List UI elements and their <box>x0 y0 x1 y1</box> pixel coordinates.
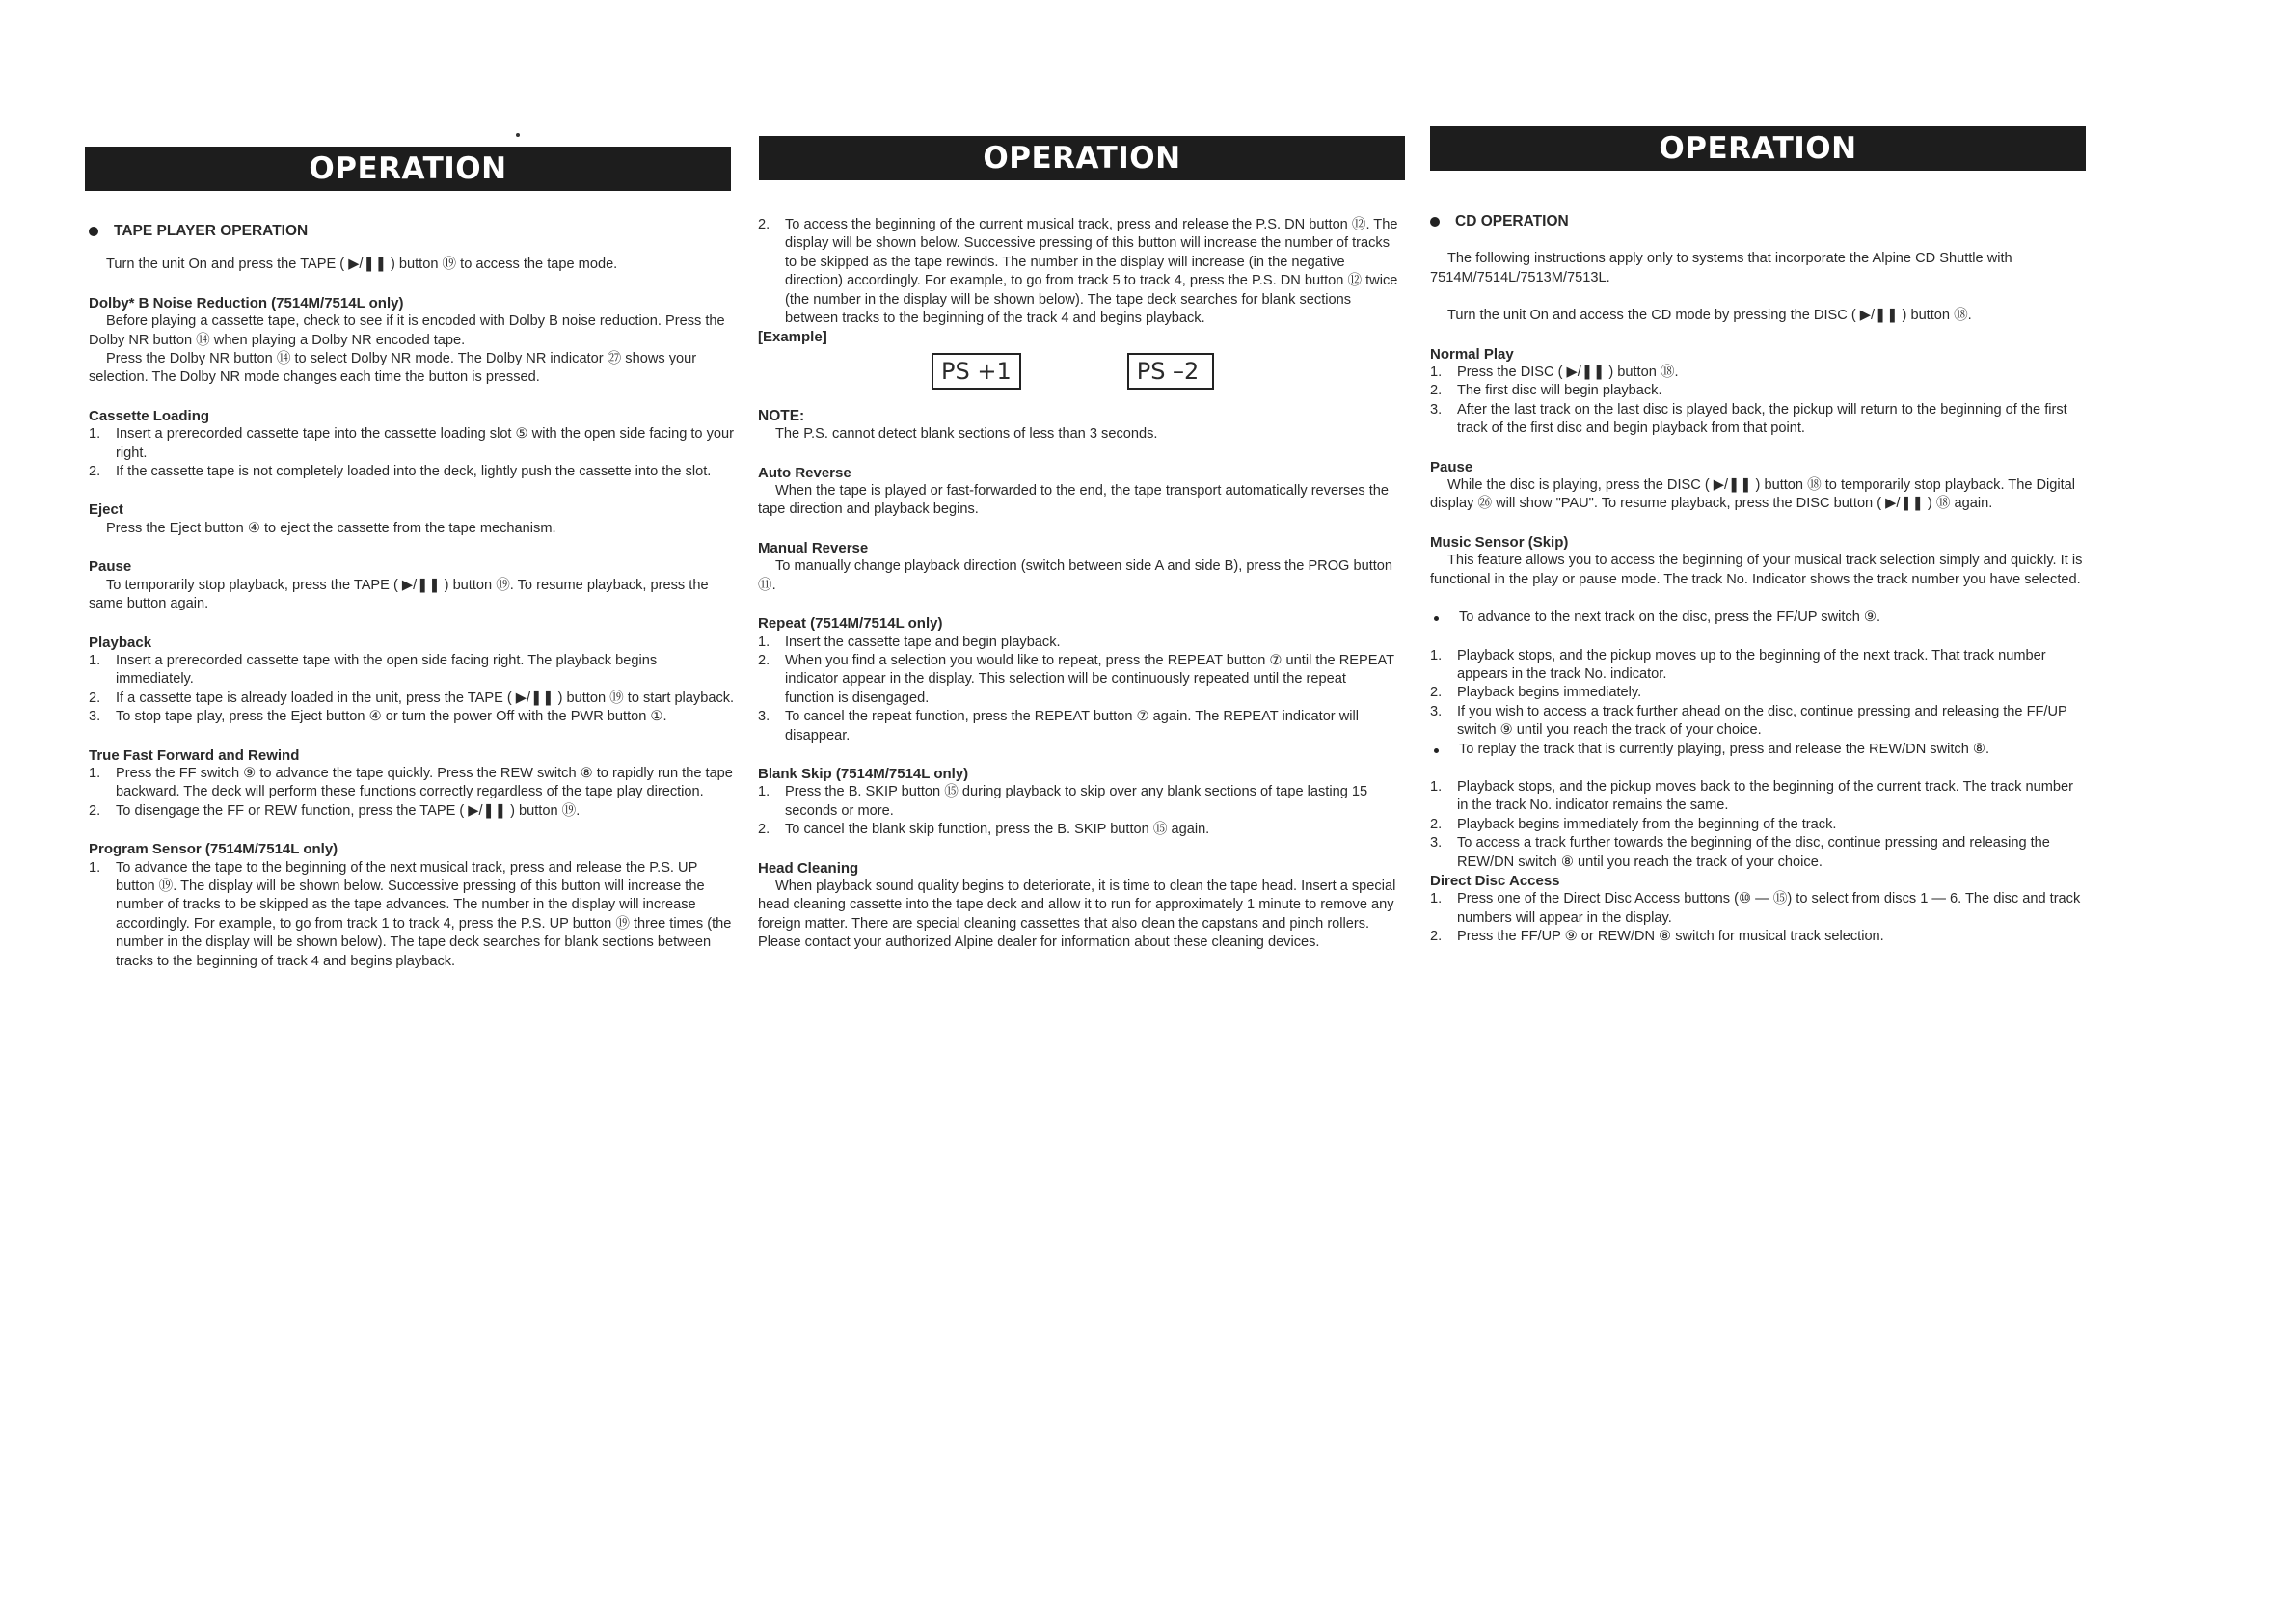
repeat-list <box>758 634 1398 745</box>
music-sensor-list-rew <box>1430 778 2086 872</box>
cd-pause-heading: Pause <box>1430 458 1473 475</box>
playback-list <box>89 652 735 727</box>
ps-block <box>89 840 735 971</box>
blank-skip-heading: Blank Skip (7514M/7514L only) <box>758 765 969 782</box>
example-displays <box>932 353 1398 390</box>
scan-speck <box>516 133 520 137</box>
list-item: 1. Playback stops, and the pickup moves back to the beginning of the current track. The track number in the track No. indicator remains the same. <box>1430 778 2073 814</box>
list-item: 3. After the last track on the last disc is played back, the pickup will return to the beginning of the first track of the first disc and begin playback from that point. <box>1430 401 2067 437</box>
music-sensor-heading: Music Sensor (Skip) <box>1430 533 1569 551</box>
list-item: 2. To cancel the blank skip function, press the B. SKIP button ⑮ again. <box>758 822 1210 838</box>
ff-block <box>89 746 735 822</box>
cassette-heading: Cassette Loading <box>89 407 210 424</box>
list-item: 1. To advance the tape to the beginning of the next musical track, press and release the P.S. UP button ⑲. The display will be shown below. Successive pressing of this button will increase the number of tracks to be skipped as the tape advances. The number in the display will increase accordingly. For example, to go from track 1 to track 4, press the P.S. UP button ⑲ three times (the number in the display will be shown below). The tape deck searches for blank sections between tracks to the beginning of track 4 and begins playback. <box>89 859 732 969</box>
cassette-block <box>89 407 735 482</box>
list-item: 3. To access a track further towards the beginning of the disc, continue pressing and releasing the REW/DN switch ⑧ until you reach the track of your choice. <box>1430 835 2050 870</box>
dolby-block <box>89 294 735 388</box>
list-item: 1. Insert a prerecorded cassette tape into the cassette loading slot ⑤ with the open side facing to your right. <box>89 426 734 461</box>
dolby-heading: Dolby* B Noise Reduction (7514M/7514L only) <box>89 294 404 311</box>
operation-banner-tape: OPERATION <box>85 147 731 191</box>
music-sensor-block <box>1430 533 2086 872</box>
list-item: 1. Press the B. SKIP button ⑮ during playback to skip over any blank sections of tape lasting 15 seconds or more. <box>758 784 1368 819</box>
list-item: 2. If a cassette tape is already loaded in the unit, press the TAPE ( ▶/❚❚ ) button ⑲ to start playback. <box>89 690 735 706</box>
music-sensor-text: This feature allows you to access the beginning of your musical track selection simply and quickly. It is functional in the play or pause mode. The track No. Indicator shows the track number you have selected. <box>1430 553 2083 587</box>
list-item: 1. Insert a prerecorded cassette tape with the open side facing right. The playback begins immediately. <box>89 652 658 688</box>
auto-reverse-block <box>758 464 1398 520</box>
list-item: 2. To disengage the FF or REW function, press the TAPE ( ▶/❚❚ ) button ⑲. <box>89 802 581 819</box>
list-item: 1. Playback stops, and the pickup moves up to the beginning of the next track. That track number appears in the track No. indicator. <box>1430 647 2046 682</box>
head-cleaning-heading: Head Cleaning <box>758 859 859 877</box>
ps-list <box>89 859 735 971</box>
dolby-text-2: Press the Dolby NR button ⑭ to select Dolby NR mode. The Dolby NR indicator ㉗ shows your selection. The Dolby NR mode changes each time the button is pressed. <box>89 351 697 386</box>
list-item: 2. Press the FF/UP ⑨ or REW/DN ⑧ switch for musical track selection. <box>1430 929 1884 945</box>
list-item: 3. To stop tape play, press the Eject button ④ or turn the power Off with the PWR button ①. <box>89 709 667 725</box>
list-item: 1. Press one of the Direct Disc Access buttons (⑩ — ⑮) to select from discs 1 — 6. The disc and track numbers will appear in the display. <box>1430 891 2081 926</box>
list-item: 2. The first disc will begin playback. <box>1430 383 1662 399</box>
eject-text: Press the Eject button ④ to eject the cassette from the tape mechanism. <box>106 520 556 536</box>
head-cleaning-text: When playback sound quality begins to deteriorate, it is time to clean the tape head. Insert a special head cleaning cassette into the tape deck and allow it to run for approximately 1 minute to remove any foreign matter. There are special cleaning cassettes that also clean the capstans and pinch rollers. Please contact your authorized Alpine dealer for information about these cleaning devices. <box>758 878 1396 951</box>
cd-pause-block <box>1430 458 2086 514</box>
note-block <box>758 407 1398 445</box>
example-label: [Example] <box>758 329 827 346</box>
list-item: 1. Press the DISC ( ▶/❚❚ ) button ⑱. <box>1430 365 1679 381</box>
ff-list <box>89 765 735 821</box>
manual-reverse-block <box>758 539 1398 595</box>
music-sensor-bullet-rew: To replay the track that is currently playing, press and release the REW/DN switch ⑧. <box>1430 741 2086 759</box>
repeat-block <box>758 614 1398 745</box>
playback-block <box>89 634 735 727</box>
list-item: 2. When you find a selection you would like to repeat, press the REPEAT button ⑦ until the REPEAT indicator appear in the display. This selection will be continuously repeated until the repeat function is disengaged. <box>758 652 1394 706</box>
pause-block <box>89 557 735 613</box>
eject-block <box>89 500 735 538</box>
direct-disc-block <box>1430 872 2086 947</box>
auto-reverse-heading: Auto Reverse <box>758 464 851 481</box>
list-item: 2. Playback begins immediately. <box>1430 685 1642 701</box>
cd-pause-text: While the disc is playing, press the DISC ( ▶/❚❚ ) button ⑱ to temporarily stop playback. The Digital display ㉖ will show "PAU". To resume playback, press the DISC button ( ▶/❚❚ ) ⑱ again. <box>1430 477 2076 512</box>
ps-dn-list <box>758 216 1398 328</box>
normal-play-heading: Normal Play <box>1430 345 1514 363</box>
tape-section-title: TAPE PLAYER OPERATION <box>89 222 735 240</box>
ps-plus-display: PS +1 <box>932 353 1021 390</box>
pause-heading: Pause <box>89 558 132 576</box>
list-item: 1. Press the FF switch ⑨ to advance the tape quickly. Press the REW switch ⑧ to rapidly run the tape backward. The deck will perform these functions correctly regardless of the tape play direction. <box>89 765 733 800</box>
head-cleaning-block <box>758 859 1398 953</box>
ps-heading: Program Sensor (7514M/7514L only) <box>89 841 338 858</box>
ps-minus-display: PS –2 <box>1127 353 1214 390</box>
normal-play-block <box>1430 345 2086 439</box>
operation-banner-tape-2: OPERATION <box>759 136 1405 180</box>
blank-skip-block <box>758 765 1398 840</box>
music-sensor-bullet-ff: To advance to the next track on the disc, press the FF/UP switch ⑨. <box>1430 609 2086 627</box>
dolby-text-1: Before playing a cassette tape, check to see if it is encoded with Dolby B noise reduction. Press the Dolby NR button ⑭ when playing a Dolby NR encoded tape. <box>89 313 725 348</box>
direct-disc-list <box>1430 890 2086 946</box>
list-item: 1. Insert the cassette tape and begin playback. <box>758 634 1061 650</box>
list-item: 3. To cancel the repeat function, press the REPEAT button ⑦ again. The REPEAT indicator will disappear. <box>758 709 1359 744</box>
playback-heading: Playback <box>89 634 152 651</box>
cd-section-title: CD OPERATION <box>1430 212 2086 230</box>
list-item: 2. Playback begins immediately from the beginning of the track. <box>1430 816 1837 832</box>
tape-column-2 <box>758 216 1398 972</box>
auto-reverse-text: When the tape is played or fast-forwarded to the end, the tape transport automatically reverses the tape direction and playback begins. <box>758 483 1389 518</box>
cassette-list <box>89 425 735 481</box>
list-item: 2. To access the beginning of the current musical track, press and release the P.S. DN button ⑫. The display will be shown below. Successive pressing of this button will increase the number of tracks to be skipped as the tape rewinds. The number in the display will increase (in the negative direction) accordingly. For example, to go from track 5 to track 4, press the P.S. DN button ⑫ twice (the number in the display will be shown below). The tape deck searches for blank sections between tracks to the beginning of the track 4 and begins playback. <box>758 217 1398 327</box>
cd-intro-1: The following instructions apply only to systems that incorporate the Alpine CD Shuttle with 7514M/7514L/7513M/7513L. <box>1430 251 2012 285</box>
tape-intro: Turn the unit On and press the TAPE ( ▶/❚❚ ) button ⑲ to access the tape mode. <box>106 257 618 273</box>
ff-heading: True Fast Forward and Rewind <box>89 746 300 764</box>
direct-disc-heading: Direct Disc Access <box>1430 872 1560 889</box>
manual-reverse-heading: Manual Reverse <box>758 539 869 556</box>
note-heading: NOTE: <box>758 407 805 424</box>
list-item: 3. If you wish to access a track further ahead on the disc, continue pressing and releasing the FF/UP switch ⑨ until you reach the track of your choice. <box>1430 703 2067 739</box>
pause-text: To temporarily stop playback, press the TAPE ( ▶/❚❚ ) button ⑲. To resume playback, press the same button again. <box>89 577 709 612</box>
list-item: 2. If the cassette tape is not completely loaded into the deck, lightly push the cassette into the slot. <box>89 464 712 480</box>
manual-reverse-text: To manually change playback direction (switch between side A and side B), press the PROG button ⑪. <box>758 558 1393 593</box>
normal-play-list <box>1430 364 2086 439</box>
cd-intro-2: Turn the unit On and access the CD mode by pressing the DISC ( ▶/❚❚ ) button ⑱. <box>1447 308 1972 324</box>
operation-banner-cd: OPERATION <box>1430 126 2086 171</box>
note-text: The P.S. cannot detect blank sections of less than 3 seconds. <box>775 426 1158 443</box>
repeat-heading: Repeat (7514M/7514L only) <box>758 615 943 633</box>
tape-column <box>89 222 735 990</box>
music-sensor-list-ff <box>1430 647 2086 741</box>
cd-column <box>1430 212 2086 966</box>
eject-heading: Eject <box>89 501 123 519</box>
blank-skip-list <box>758 783 1398 839</box>
